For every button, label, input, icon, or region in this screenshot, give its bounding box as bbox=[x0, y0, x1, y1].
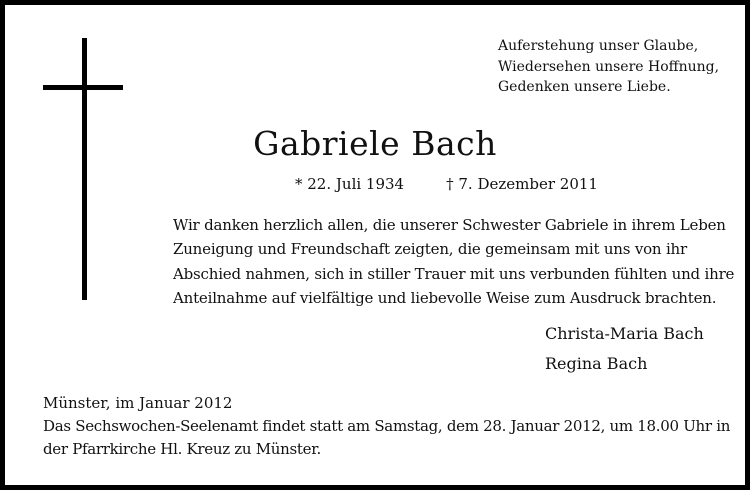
notice-line: der Pfarrkirche Hl. Kreuz zu Münster. bbox=[43, 440, 321, 458]
thanks-paragraph bbox=[173, 213, 735, 310]
quote-line: Wiedersehen unsere Hoffnung, bbox=[498, 58, 720, 75]
cross-vertical-bar bbox=[82, 38, 87, 300]
cross-horizontal-bar bbox=[43, 85, 123, 90]
quote-line: Gedenken unsere Liebe. bbox=[498, 79, 671, 95]
birth-date: * 22. Juli 1934 bbox=[295, 175, 405, 193]
signature-name: Christa-Maria Bach bbox=[545, 324, 704, 343]
thanks-line: Wir danken herzlich allen, die unserer Schwester Gabriele in ihrem Leben bbox=[173, 216, 726, 234]
signatures bbox=[545, 319, 745, 379]
quote-line: Auferstehung unser Glaube, bbox=[498, 38, 699, 54]
thanks-line: Anteilnahme auf vielfältige und liebevolle Weise zum Ausdruck brachten. bbox=[173, 288, 717, 307]
memorial-quote bbox=[498, 36, 738, 98]
signature-name: Regina Bach bbox=[545, 354, 648, 373]
thanks-line: Zuneigung und Freundschaft zeigten, die gemeinsam mit uns von ihr bbox=[173, 240, 687, 259]
life-dates bbox=[295, 174, 598, 194]
notice-line: Das Sechswochen-Seelenamt findet statt am Samstag, dem 28. Januar 2012, um 18.00 Uhr in bbox=[43, 417, 731, 435]
mass-notice bbox=[43, 415, 733, 461]
death-date: † 7. Dezember 2011 bbox=[446, 175, 598, 193]
place-date: Münster, im Januar 2012 bbox=[43, 394, 233, 412]
deceased-name: Gabriele Bach bbox=[253, 124, 497, 163]
thanks-line: Abschied nahmen, sich in stiller Trauer mit uns verbunden fühlten und ihre bbox=[173, 264, 735, 283]
